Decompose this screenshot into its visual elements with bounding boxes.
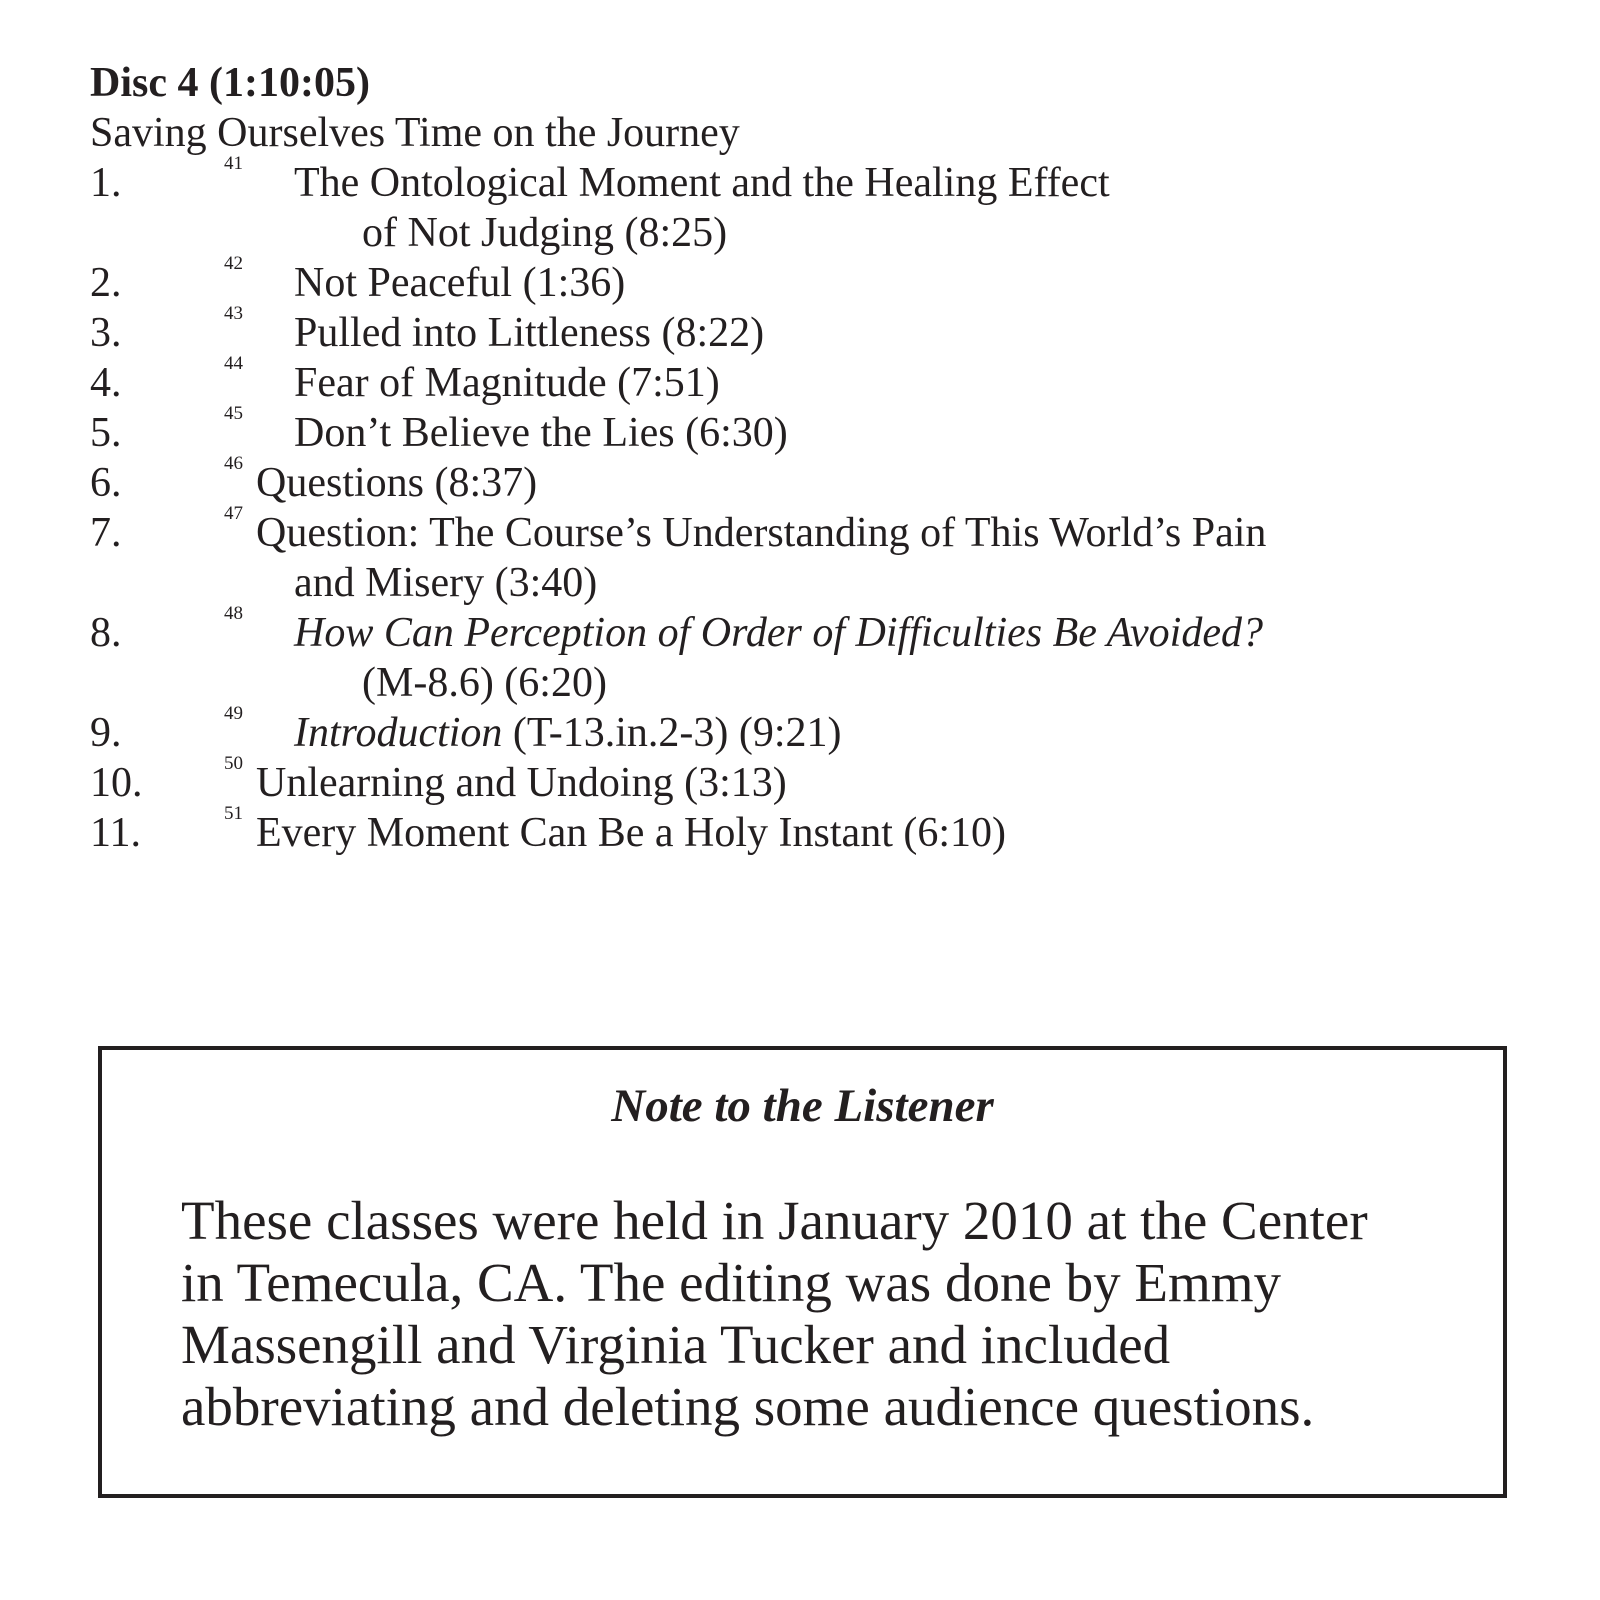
note-box bbox=[98, 1046, 1507, 1498]
track-title: Unlearning and Undoing (3:13) bbox=[256, 760, 787, 806]
track-title: The Ontological Moment and the Healing Effect bbox=[294, 160, 1110, 206]
track-item bbox=[90, 603, 1510, 708]
track-number: 8. bbox=[90, 610, 122, 656]
track-title-continuation: of Not Judging (8:25) bbox=[362, 210, 728, 256]
note-body-line: These classes were held in January 2010 at the Center bbox=[181, 1190, 1368, 1251]
track-ref-number: 43 bbox=[224, 303, 243, 324]
track-number: 4. bbox=[90, 360, 122, 406]
track-title: Questions (8:37) bbox=[256, 460, 538, 506]
track-title: Not Peaceful (1:36) bbox=[294, 260, 626, 306]
track-item bbox=[90, 403, 1510, 458]
track-item bbox=[90, 153, 1510, 258]
track-item bbox=[90, 453, 1510, 508]
note-body bbox=[181, 1190, 1441, 1438]
track-title-rest: (T-13.in.2-3) (9:21) bbox=[502, 710, 842, 756]
note-body-line: Massengill and Virginia Tucker and included bbox=[181, 1314, 1171, 1375]
track-number: 5. bbox=[90, 410, 122, 456]
track-item bbox=[90, 253, 1510, 308]
track-ref-number: 51 bbox=[224, 803, 243, 824]
track-number: 11. bbox=[90, 810, 141, 856]
track-ref-number: 46 bbox=[224, 453, 243, 474]
track-item bbox=[90, 303, 1510, 358]
note-title: Note to the Listener bbox=[611, 1080, 994, 1132]
track-number: 7. bbox=[90, 510, 122, 556]
track-ref-number: 45 bbox=[224, 403, 243, 424]
track-item bbox=[90, 353, 1510, 408]
track-number: 6. bbox=[90, 460, 122, 506]
track-item bbox=[90, 703, 1510, 758]
track-item bbox=[90, 753, 1510, 808]
track-title-continuation: and Misery (3:40) bbox=[294, 560, 598, 606]
disc-header bbox=[90, 58, 1510, 158]
track-title: How Can Perception of Order of Difficulties Be Avoided? bbox=[294, 610, 1263, 656]
track-title: Question: The Course’s Understanding of This World’s Pain bbox=[256, 510, 1267, 556]
track-ref-number: 42 bbox=[224, 253, 243, 274]
track-number: 1. bbox=[90, 160, 122, 206]
track-title: Fear of Magnitude (7:51) bbox=[294, 360, 720, 406]
disc-title: Disc 4 (1:10:05) bbox=[90, 60, 370, 106]
track-title: Every Moment Can Be a Holy Instant (6:10) bbox=[256, 810, 1007, 856]
track-number: 9. bbox=[90, 710, 122, 756]
track-ref-number: 47 bbox=[224, 503, 243, 524]
track-item bbox=[90, 803, 1510, 858]
track-title: Pulled into Littleness (8:22) bbox=[294, 310, 765, 356]
track-title-continuation: (M-8.6) (6:20) bbox=[362, 660, 607, 706]
track-title: Don’t Believe the Lies (6:30) bbox=[294, 410, 788, 456]
note-body-line: abbreviating and deleting some audience questions. bbox=[181, 1376, 1315, 1437]
disc-subtitle: Saving Ourselves Time on the Journey bbox=[90, 110, 740, 156]
track-title bbox=[294, 708, 841, 758]
track-list bbox=[90, 153, 1510, 858]
track-number: 3. bbox=[90, 310, 122, 356]
track-number: 2. bbox=[90, 260, 122, 306]
track-title-italic: Introduction bbox=[294, 710, 503, 756]
track-ref-number: 49 bbox=[224, 703, 243, 724]
note-body-line: in Temecula, CA. The editing was done by Emmy bbox=[181, 1252, 1282, 1313]
track-number: 10. bbox=[90, 760, 143, 806]
track-ref-number: 44 bbox=[224, 353, 243, 374]
track-ref-number: 41 bbox=[224, 153, 243, 174]
track-ref-number: 48 bbox=[224, 603, 243, 624]
track-item bbox=[90, 503, 1510, 608]
track-ref-number: 50 bbox=[224, 753, 243, 774]
